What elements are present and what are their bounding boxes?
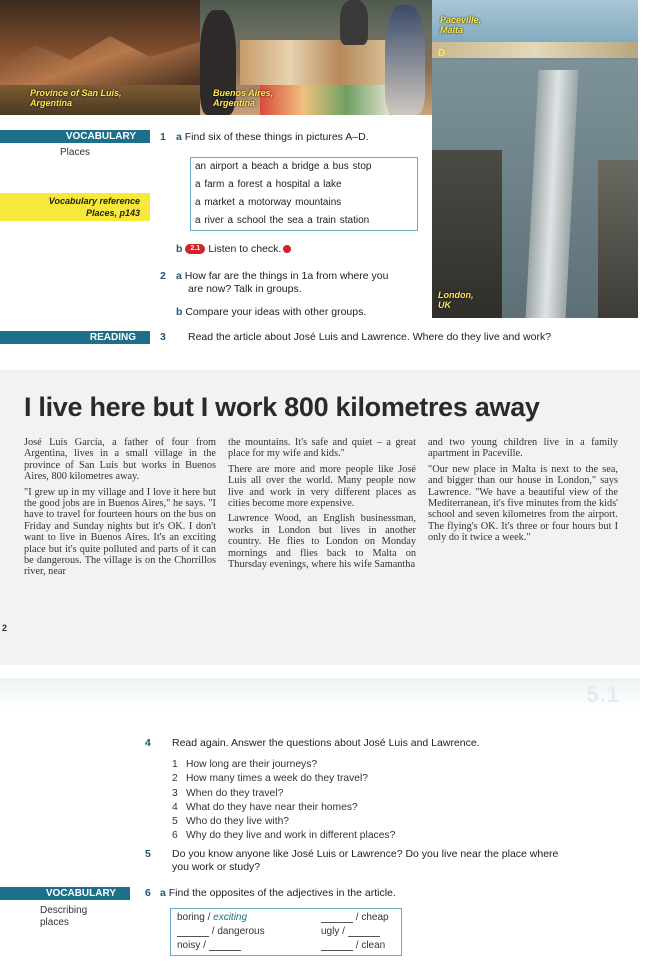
places-word-box [190, 157, 418, 231]
stop-icon [283, 245, 291, 253]
exercise-5-instruction: Do you know anyone like José Luis or Lawrence? Do you live near the place where you work or study? [172, 848, 559, 873]
exercise-number-6: 6 [145, 887, 151, 899]
word-row: a market a motorway mountains [195, 197, 342, 208]
article-column-2: the mountains. It's safe and quiet – a great place for my wife and kids." There are more and more people like José Luis all over the world. Many people now live and work in very different places as cities become more expensive. Lawrence Wood, an English businessman, works in London but lives in another country. He flies to London on Monday mornings and flies back to Malta on Thursday evenings, where his wife Samantha [228, 437, 416, 571]
vocabulary-reference-page: Places, p143 [85, 208, 140, 218]
answer-blank[interactable] [209, 950, 241, 951]
unit-number: 5.1 [586, 682, 620, 707]
answer-blank[interactable] [177, 936, 209, 937]
coursebook-page-2 [0, 678, 640, 967]
list-item: 6 Why do they live and work in different places? [172, 830, 396, 842]
opposite-pair-ugly: ugly / [321, 926, 380, 937]
exercise-3-instruction: Read the article about José Luis and Lawrence. Where do they live and work? [188, 331, 552, 343]
answer-blank[interactable] [321, 950, 353, 951]
exercise-4-instruction: Read again. Answer the questions about José Luis and Lawrence. [172, 737, 480, 749]
exercise-2b: b Compare your ideas with other groups. [176, 306, 367, 318]
caption-london: London, UK [438, 290, 474, 310]
exercise-number-4: 4 [145, 737, 151, 749]
exercise-number-5: 5 [145, 848, 151, 860]
article [0, 370, 640, 665]
exercise-number-1: 1 [160, 131, 166, 143]
vocabulary-reference-title: Vocabulary reference [48, 196, 140, 206]
list-item: 1 How long are their journeys? [172, 759, 318, 770]
answer-blank[interactable] [348, 936, 380, 937]
vocabulary-subtitle: Places [60, 147, 91, 158]
caption-san-luis: Province of San Luis, Argentina [30, 88, 122, 108]
word-row: a farm a forest a hospital a lake [195, 179, 342, 190]
page-number: 2 [2, 623, 8, 633]
list-item: 2 How many times a week do they travel? [172, 773, 368, 785]
exercise-1b: b 2.1 Listen to check. [176, 243, 291, 255]
exercise-2a: a How far are the things in 1a from where you are now? Talk in groups. [176, 270, 389, 295]
vocabulary-subtitle-2: Describing places [40, 905, 88, 928]
article-column-3: and two young children live in a family apartment in Paceville. "Our new place in Malta is next to the sea, and bigger than our house in London," says Lawrence. "We have a beautiful view of the Mediterranean, it's five minutes from the kids' school and seven kilometres from the airport. The flying's OK. It's three or four hours but I only do it twice a week." [428, 437, 618, 544]
vocabulary-heading: VOCABULARY [0, 130, 150, 143]
exercise-number-3: 3 [160, 331, 166, 343]
caption-malta: Paceville, Malta [440, 15, 482, 35]
reading-heading: READING [0, 331, 150, 344]
page-header-band [0, 678, 640, 708]
list-item: 3 When do they travel? [172, 787, 284, 799]
caption-buenos-aires: Buenos Aires, Argentina [213, 88, 274, 108]
picture-label-d: D [438, 48, 446, 59]
opposite-pair-boring: boring / exciting [177, 912, 248, 923]
vocabulary-reference-box [0, 193, 150, 221]
question-list [172, 758, 395, 844]
opposite-pair-clean: / clean [321, 940, 385, 951]
word-row: an airport a beach a bridge a bus stop [195, 161, 372, 172]
vocabulary-heading-2: VOCABULARY [0, 887, 130, 900]
opposite-pair-dangerous: / dangerous [177, 926, 265, 937]
photo-london-and-malta [432, 0, 638, 318]
article-column-1: José Luis García, a father of four from Argentina, lives in a small village in the province of San Luis but works in Buenos Aires, 800 kilometres away. "I grew up in my village and I love it here but the good jobs are in Buenos Aires," he says. "I have to travel for fourteen hours on the bus on Friday and Sunday nights but it's OK. I don't want to live in Buenos Aires. It's an exciting place but it's quite polluted and parts of it can be dangerous. The village is on the Chorrillos river, near [24, 437, 216, 578]
list-item: 4 What do they have near their homes? [172, 801, 358, 813]
opposite-pair-cheap: / cheap [321, 912, 389, 923]
article-title: I live here but I work 800 kilometres away [24, 392, 540, 422]
audio-track-icon[interactable]: 2.1 [185, 244, 205, 254]
list-item: 5 Who do they live with? [172, 816, 290, 828]
answer-blank[interactable] [321, 922, 353, 923]
opposites-box [170, 908, 402, 956]
word-row: a river a school the sea a train station [195, 215, 370, 226]
exercise-number-2: 2 [160, 270, 166, 282]
opposite-pair-noisy: noisy / [177, 940, 241, 951]
exercise-6a: a Find the opposites of the adjectives in the article. [160, 887, 396, 899]
exercise-1a: a Find six of these things in pictures A–D. [176, 131, 369, 143]
